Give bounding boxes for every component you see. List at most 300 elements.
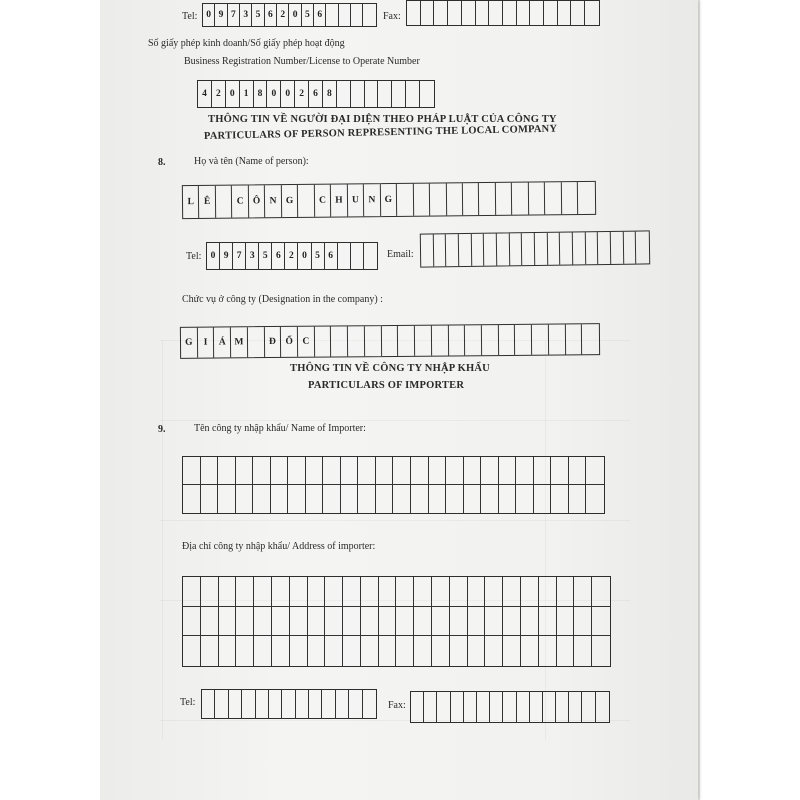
char-box[interactable]: Ô (249, 185, 266, 217)
char-box[interactable] (236, 607, 254, 637)
char-box[interactable] (339, 4, 351, 26)
char-box[interactable] (308, 636, 326, 666)
char-box[interactable] (424, 692, 437, 722)
char-box[interactable] (534, 457, 552, 485)
char-box[interactable] (219, 607, 237, 637)
char-box[interactable] (560, 232, 573, 264)
char-box[interactable]: 4 (198, 81, 212, 107)
char-box[interactable] (598, 232, 611, 264)
char-box[interactable] (565, 324, 582, 354)
person-name-label: Họ và tên (Name of person): (194, 156, 309, 167)
char-box[interactable] (253, 457, 271, 485)
char-box[interactable] (499, 457, 517, 485)
char-box[interactable] (331, 326, 348, 356)
char-box[interactable] (183, 607, 201, 637)
char-box[interactable] (343, 636, 361, 666)
char-box[interactable] (254, 636, 272, 666)
importer-heading-en: PARTICULARS OF IMPORTER (308, 380, 465, 391)
char-box[interactable] (430, 183, 447, 215)
char-box[interactable] (396, 636, 414, 666)
representative-heading-vi: THÔNG TIN VỀ NGƯỜI ĐẠI DIỆN THEO PHÁP LUẬT CỦA CÔNG TY (208, 114, 557, 125)
char-box[interactable] (551, 457, 569, 485)
char-box[interactable] (530, 1, 544, 25)
char-box[interactable] (272, 577, 290, 607)
char-box[interactable] (489, 1, 503, 25)
char-box[interactable] (592, 607, 610, 637)
char-box[interactable]: 5 (252, 4, 264, 26)
char-box[interactable] (341, 485, 359, 513)
char-box[interactable] (586, 485, 604, 513)
char-box[interactable] (201, 636, 219, 666)
char-box[interactable] (522, 233, 535, 265)
char-box[interactable] (596, 692, 609, 722)
person-tel-label: Tel: (186, 251, 202, 262)
char-box[interactable] (503, 577, 521, 607)
char-box[interactable] (218, 457, 236, 485)
char-box[interactable] (578, 182, 595, 214)
char-box[interactable] (477, 692, 490, 722)
char-box[interactable] (306, 485, 324, 513)
char-box[interactable]: 3 (240, 4, 252, 26)
char-box[interactable] (499, 325, 516, 355)
char-box[interactable]: Đ (264, 327, 281, 357)
char-box[interactable] (325, 577, 343, 607)
char-box[interactable] (337, 81, 351, 107)
char-box[interactable]: 6 (314, 4, 326, 26)
char-box[interactable] (569, 457, 587, 485)
char-box[interactable] (315, 327, 332, 357)
char-box[interactable]: 0 (298, 243, 311, 269)
char-box[interactable] (361, 607, 379, 637)
char-box[interactable] (202, 690, 215, 718)
email-input-boxes[interactable] (420, 230, 650, 267)
char-box[interactable] (543, 692, 556, 722)
char-box[interactable] (530, 692, 543, 722)
char-box[interactable] (515, 325, 532, 355)
item-number-8: 8. (158, 157, 166, 168)
char-box[interactable] (271, 457, 289, 485)
char-box[interactable] (379, 636, 397, 666)
char-box[interactable] (253, 485, 271, 513)
char-box[interactable] (406, 81, 420, 107)
char-box[interactable] (582, 324, 599, 354)
char-box[interactable] (503, 692, 516, 722)
char-box[interactable]: Á (214, 327, 231, 357)
char-box[interactable] (557, 607, 575, 637)
form-page (100, 0, 698, 800)
char-box[interactable] (414, 636, 432, 666)
char-box[interactable] (471, 234, 484, 266)
char-box[interactable] (216, 186, 233, 218)
char-box[interactable] (446, 183, 463, 215)
char-box[interactable]: 2 (277, 4, 289, 26)
char-box[interactable] (290, 607, 308, 637)
char-box[interactable]: 3 (246, 243, 259, 269)
char-box[interactable] (432, 577, 450, 607)
char-box[interactable] (288, 485, 306, 513)
importer-tel-input-boxes[interactable] (201, 689, 377, 719)
char-box[interactable] (539, 636, 557, 666)
char-box[interactable] (636, 231, 649, 263)
char-box[interactable] (288, 457, 306, 485)
char-box[interactable] (325, 636, 343, 666)
char-box[interactable] (437, 692, 450, 722)
char-box[interactable] (269, 690, 282, 718)
char-box[interactable]: 9 (220, 243, 233, 269)
char-box[interactable] (358, 457, 376, 485)
char-box[interactable] (397, 184, 414, 216)
char-box[interactable] (351, 81, 365, 107)
char-box[interactable]: G (282, 185, 299, 217)
designation-input-boxes[interactable] (180, 323, 600, 359)
email-label: Email: (387, 249, 414, 260)
char-box[interactable] (407, 1, 421, 25)
char-box[interactable] (348, 326, 365, 356)
char-box[interactable] (516, 485, 534, 513)
char-box[interactable] (411, 692, 424, 722)
char-box[interactable] (201, 457, 219, 485)
char-box[interactable] (429, 457, 447, 485)
char-box[interactable] (517, 692, 530, 722)
char-box[interactable] (499, 485, 517, 513)
char-box[interactable] (465, 325, 482, 355)
char-box[interactable] (393, 485, 411, 513)
char-box[interactable] (296, 690, 309, 718)
char-box[interactable] (517, 1, 531, 25)
char-box[interactable] (323, 485, 341, 513)
char-box[interactable] (569, 692, 582, 722)
char-box[interactable] (341, 457, 359, 485)
char-box[interactable] (535, 233, 548, 265)
char-box[interactable]: 8 (254, 81, 268, 107)
char-box[interactable] (236, 577, 254, 607)
char-box[interactable] (325, 607, 343, 637)
char-box[interactable] (432, 607, 450, 637)
char-box[interactable] (308, 607, 326, 637)
char-box[interactable] (218, 485, 236, 513)
char-box[interactable] (569, 485, 587, 513)
char-box[interactable]: I (198, 328, 215, 358)
char-box[interactable] (571, 1, 585, 25)
char-box[interactable] (236, 636, 254, 666)
char-box[interactable] (219, 636, 237, 666)
char-box[interactable] (309, 690, 322, 718)
char-box[interactable] (201, 577, 219, 607)
char-box[interactable]: 8 (323, 81, 337, 107)
char-box[interactable]: 6 (325, 243, 338, 269)
char-box[interactable]: C (298, 327, 315, 357)
char-box[interactable] (306, 457, 324, 485)
char-box[interactable] (464, 692, 477, 722)
char-box[interactable]: 5 (312, 243, 325, 269)
char-box[interactable] (254, 577, 272, 607)
char-box[interactable] (308, 577, 326, 607)
char-box[interactable] (242, 690, 255, 718)
char-box[interactable] (468, 607, 486, 637)
char-box[interactable] (219, 577, 237, 607)
char-box[interactable] (376, 485, 394, 513)
char-box[interactable] (482, 325, 499, 355)
char-box[interactable]: Ê (199, 186, 216, 218)
char-box[interactable] (549, 324, 566, 354)
char-box[interactable] (363, 4, 375, 26)
char-box[interactable] (393, 457, 411, 485)
char-box[interactable] (414, 607, 432, 637)
char-box[interactable] (459, 234, 472, 266)
char-box[interactable] (392, 81, 406, 107)
char-box[interactable] (450, 636, 468, 666)
char-box[interactable] (363, 690, 376, 718)
char-box[interactable] (464, 457, 482, 485)
char-box[interactable] (351, 243, 364, 269)
char-box[interactable] (585, 1, 599, 25)
char-box[interactable] (539, 577, 557, 607)
business-reg-input-boxes[interactable] (197, 80, 435, 108)
char-box[interactable]: 0 (281, 81, 295, 107)
char-box[interactable] (229, 690, 242, 718)
char-box[interactable] (585, 232, 598, 264)
char-box[interactable] (361, 577, 379, 607)
char-box[interactable]: 0 (226, 81, 240, 107)
char-box[interactable]: 5 (302, 4, 314, 26)
char-box[interactable] (532, 325, 549, 355)
char-box[interactable] (415, 326, 432, 356)
char-box[interactable]: 0 (267, 81, 281, 107)
importer-fax-label: Fax: (388, 700, 406, 711)
char-box[interactable] (201, 485, 219, 513)
char-box[interactable] (381, 326, 398, 356)
char-box[interactable] (547, 233, 560, 265)
char-box[interactable] (429, 485, 447, 513)
char-box[interactable]: 6 (309, 81, 323, 107)
char-box[interactable] (521, 636, 539, 666)
person-name-input-boxes[interactable] (182, 181, 596, 219)
tel-input-boxes[interactable] (202, 3, 377, 27)
char-box[interactable] (556, 692, 569, 722)
char-box[interactable] (338, 243, 351, 269)
char-box[interactable] (521, 577, 539, 607)
char-box[interactable] (290, 577, 308, 607)
char-box[interactable] (183, 636, 201, 666)
char-box[interactable] (411, 485, 429, 513)
char-box[interactable] (490, 692, 503, 722)
char-box[interactable] (485, 607, 503, 637)
char-box[interactable] (183, 457, 201, 485)
char-box[interactable] (201, 607, 219, 637)
char-box[interactable] (464, 485, 482, 513)
char-box[interactable] (446, 457, 464, 485)
char-box[interactable]: 2 (285, 243, 298, 269)
char-box[interactable] (183, 485, 201, 513)
char-box[interactable] (516, 457, 534, 485)
char-box[interactable] (551, 485, 569, 513)
char-box[interactable] (322, 690, 335, 718)
char-box[interactable] (509, 233, 522, 265)
char-box[interactable] (623, 232, 636, 264)
char-box[interactable] (413, 184, 430, 216)
char-box[interactable] (446, 485, 464, 513)
char-box[interactable] (574, 636, 592, 666)
char-box[interactable] (396, 577, 414, 607)
char-box[interactable] (448, 1, 462, 25)
fax-input-boxes[interactable] (406, 0, 600, 26)
char-box[interactable] (451, 692, 464, 722)
char-box[interactable] (463, 183, 480, 215)
char-box[interactable] (396, 607, 414, 637)
char-box[interactable] (586, 457, 604, 485)
char-box[interactable] (336, 690, 349, 718)
char-box[interactable] (481, 485, 499, 513)
char-box[interactable] (248, 327, 265, 357)
char-box[interactable] (298, 185, 315, 217)
char-box[interactable] (361, 636, 379, 666)
importer-tel-label: Tel: (180, 697, 196, 708)
char-box[interactable] (592, 636, 610, 666)
char-box[interactable] (215, 690, 228, 718)
char-box[interactable] (411, 457, 429, 485)
char-box[interactable] (476, 1, 490, 25)
char-box[interactable] (421, 234, 434, 266)
char-box[interactable]: N (364, 184, 381, 216)
char-box[interactable] (379, 577, 397, 607)
char-box[interactable] (450, 577, 468, 607)
char-box[interactable]: L (183, 186, 200, 218)
importer-address-label: Địa chỉ công ty nhập khẩu/ Address of importer: (182, 541, 376, 552)
char-box[interactable] (503, 1, 517, 25)
char-box[interactable] (376, 457, 394, 485)
char-box[interactable] (343, 607, 361, 637)
char-box[interactable] (545, 182, 562, 214)
char-box[interactable] (558, 1, 572, 25)
char-box[interactable] (582, 692, 595, 722)
char-box[interactable]: M (231, 327, 248, 357)
char-box[interactable] (574, 607, 592, 637)
char-box[interactable] (378, 81, 392, 107)
char-box[interactable] (183, 577, 201, 607)
char-box[interactable] (282, 690, 295, 718)
char-box[interactable] (529, 182, 546, 214)
char-box[interactable] (326, 4, 338, 26)
char-box[interactable]: 7 (233, 243, 246, 269)
char-box[interactable] (497, 233, 510, 265)
char-box[interactable] (365, 326, 382, 356)
char-box[interactable] (236, 485, 254, 513)
fax-label: Fax: (383, 11, 401, 22)
char-box[interactable] (521, 607, 539, 637)
char-box[interactable] (421, 1, 435, 25)
char-box[interactable] (462, 1, 476, 25)
char-box[interactable] (434, 1, 448, 25)
char-box[interactable] (254, 607, 272, 637)
char-box[interactable]: N (265, 185, 282, 217)
char-box[interactable] (256, 690, 269, 718)
importer-address-input-boxes[interactable] (182, 576, 611, 667)
char-box[interactable] (290, 636, 308, 666)
char-box[interactable] (432, 636, 450, 666)
char-box[interactable] (557, 636, 575, 666)
char-box[interactable] (485, 577, 503, 607)
char-box[interactable] (479, 183, 496, 215)
char-box[interactable] (503, 636, 521, 666)
char-box[interactable]: C (232, 185, 249, 217)
char-box[interactable] (485, 636, 503, 666)
char-box[interactable] (420, 81, 434, 107)
char-box[interactable]: 0 (203, 4, 215, 26)
importer-fax-input-boxes[interactable] (410, 691, 610, 723)
item-number-9: 9. (158, 424, 166, 435)
char-box[interactable] (573, 232, 586, 264)
char-box[interactable]: Ố (281, 327, 298, 357)
char-box[interactable]: 0 (289, 4, 301, 26)
char-box[interactable]: 6 (272, 243, 285, 269)
char-box[interactable] (539, 607, 557, 637)
char-box[interactable]: 9 (215, 4, 227, 26)
char-box[interactable] (236, 457, 254, 485)
char-box[interactable] (503, 607, 521, 637)
char-box[interactable] (351, 4, 363, 26)
char-box[interactable]: 7 (228, 4, 240, 26)
char-box[interactable] (450, 607, 468, 637)
char-box[interactable]: 6 (265, 4, 277, 26)
char-box[interactable] (557, 577, 575, 607)
char-box[interactable] (433, 234, 446, 266)
char-box[interactable] (343, 577, 361, 607)
char-box[interactable] (592, 577, 610, 607)
designation-label: Chức vụ ở công ty (Designation in the company) : (182, 294, 383, 305)
char-box[interactable] (272, 636, 290, 666)
char-box[interactable] (446, 234, 459, 266)
char-box[interactable] (496, 183, 513, 215)
char-box[interactable]: 1 (240, 81, 254, 107)
char-box[interactable] (481, 457, 499, 485)
char-box[interactable]: 5 (259, 243, 272, 269)
char-box[interactable] (365, 81, 379, 107)
importer-name-input-boxes[interactable] (182, 456, 605, 514)
char-box[interactable] (562, 182, 579, 214)
char-box[interactable]: 2 (212, 81, 226, 107)
char-box[interactable] (611, 232, 624, 264)
background-left (0, 0, 100, 800)
char-box[interactable] (448, 325, 465, 355)
char-box[interactable] (358, 485, 376, 513)
char-box[interactable] (574, 577, 592, 607)
char-box[interactable] (468, 577, 486, 607)
char-box[interactable]: U (348, 184, 365, 216)
char-box[interactable] (512, 183, 529, 215)
char-box[interactable]: 0 (207, 243, 220, 269)
char-box[interactable] (271, 485, 289, 513)
char-box[interactable] (364, 243, 377, 269)
char-box[interactable] (272, 607, 290, 637)
char-box[interactable] (349, 690, 362, 718)
char-box[interactable]: G (181, 328, 198, 358)
person-tel-input-boxes[interactable] (206, 242, 378, 270)
char-box[interactable]: H (331, 184, 348, 216)
char-box[interactable] (379, 607, 397, 637)
char-box[interactable] (323, 457, 341, 485)
char-box[interactable]: 2 (295, 81, 309, 107)
char-box[interactable]: C (315, 185, 332, 217)
char-box[interactable] (468, 636, 486, 666)
char-box[interactable] (534, 485, 552, 513)
char-box[interactable] (544, 1, 558, 25)
char-box[interactable]: G (380, 184, 397, 216)
char-box[interactable] (484, 234, 497, 266)
char-box[interactable] (398, 326, 415, 356)
business-reg-label-en: Business Registration Number/License to Operate Number (184, 56, 420, 67)
char-box[interactable] (432, 325, 449, 355)
char-box[interactable] (414, 577, 432, 607)
